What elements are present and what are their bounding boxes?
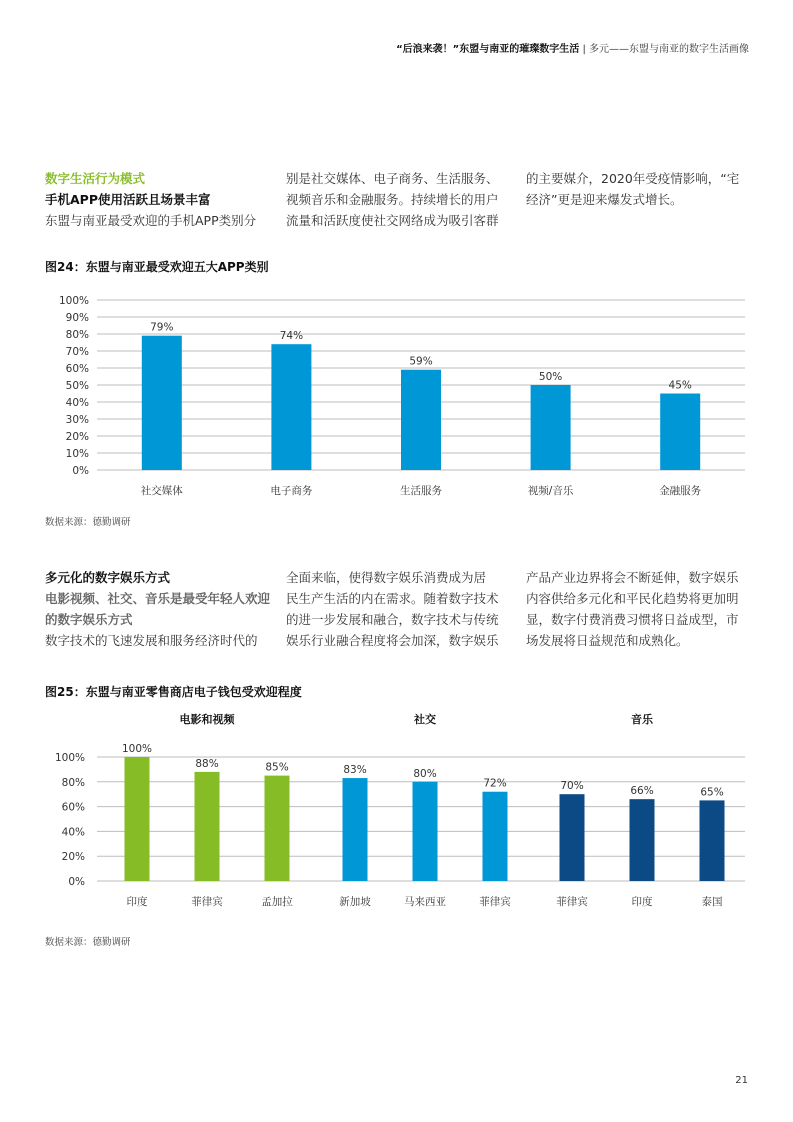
y-tick-label: 0% [68, 876, 85, 888]
y-tick-label: 60% [65, 363, 89, 375]
y-tick-label: 30% [65, 414, 89, 426]
group-label: 社交 [414, 713, 436, 726]
y-tick-label: 80% [61, 776, 85, 789]
section1-col2 [286, 168, 511, 231]
section2-col2-line: 全面来临，使得数字娱乐消费成为居 [286, 570, 487, 585]
header-subtitle: 多元——东盟与南亚的数字生活画像 [589, 44, 749, 55]
section1-col2-line: 别是社交媒体、电子商务、生活服务、 [286, 171, 499, 186]
x-tick-label: 马来西亚 [404, 896, 446, 908]
bar [630, 799, 655, 881]
data-label: 59% [409, 355, 433, 368]
x-tick-label: 金融服务 [659, 485, 702, 497]
y-tick-label: 100% [54, 752, 85, 764]
bar [401, 370, 441, 470]
bar [142, 336, 182, 470]
section2-col3-line: 产品产业边界将会不断延伸，数字娱乐 [526, 570, 739, 585]
y-tick-label: 20% [65, 431, 89, 443]
x-tick-label: 印度 [126, 896, 148, 908]
data-label: 66% [630, 785, 654, 798]
section1-col2-line: 视频音乐和金融服务。持续增长的用户 [286, 192, 499, 207]
data-label: 83% [343, 764, 367, 777]
y-tick-label: 70% [65, 346, 89, 358]
y-tick-label: 60% [61, 801, 85, 814]
section2-col1-text: 数字技术的飞速发展和服务经济时代的 [45, 633, 258, 648]
y-tick-label: 100% [58, 295, 89, 307]
figure25-title: 图25：东盟与南亚零售商店电子钱包受欢迎程度 [45, 685, 302, 699]
data-label: 65% [700, 786, 724, 799]
y-tick-label: 90% [65, 312, 89, 324]
bar [483, 792, 508, 881]
header-title: “后浪来袭！”东盟与南亚的璀璨数字生活 [396, 44, 580, 55]
section2-col2-line: 民生产生活的内在需求。随着数字技术 [286, 591, 499, 606]
section2-col2-line: 的进一步发展和融合，数字技术与传统 [286, 612, 499, 627]
group-label: 音乐 [631, 713, 653, 726]
group-label: 电影和视频 [179, 713, 235, 726]
page-header [396, 40, 749, 55]
section1-subheading: 手机APP使用活跃且场景丰富 [45, 192, 211, 207]
x-tick-label: 电子商务 [270, 485, 313, 497]
bar [265, 776, 290, 881]
data-label: 79% [150, 321, 174, 334]
section2-subheading-line: 的数字娱乐方式 [45, 612, 133, 627]
figure25-chart [45, 708, 755, 913]
section1-col1 [45, 168, 270, 231]
section2-col3 [526, 567, 751, 651]
figure24-title: 图24：东盟与南亚最受欢迎五大APP类别 [45, 260, 269, 274]
bar [195, 772, 220, 881]
x-tick-label: 印度 [631, 896, 653, 908]
y-tick-label: 40% [61, 826, 85, 839]
section1-col2-line: 流量和活跃度使社交网络成为吸引客群 [286, 213, 499, 228]
data-label: 72% [483, 777, 507, 790]
section2-col2-line: 娱乐行业融合程度将会加深，数字娱乐 [286, 633, 499, 648]
page-number: 21 [735, 1075, 748, 1086]
figure24-chart [45, 290, 755, 505]
figure25-source: 数据来源：德勤调研 [45, 937, 131, 948]
section1-col3-line: 经济”更是迎来爆发式增长。 [526, 192, 683, 207]
y-tick-label: 80% [65, 329, 89, 341]
bar [343, 778, 368, 881]
data-label: 45% [668, 379, 692, 392]
data-label: 88% [195, 757, 219, 770]
bar [271, 344, 311, 470]
section2-col3-line: 显，数字付费消费习惯将日益成型，市 [526, 612, 739, 627]
data-label: 74% [279, 330, 304, 343]
data-label: 85% [265, 761, 289, 774]
bar [413, 782, 438, 881]
section2-col2 [286, 567, 511, 651]
section2-heading: 多元化的数字娱乐方式 [45, 570, 171, 585]
section1-col3-line: 的主要媒介，2020年受疫情影响，“宅 [526, 171, 740, 186]
figure24-source: 数据来源：德勤调研 [45, 517, 131, 528]
x-tick-label: 孟加拉 [261, 896, 293, 908]
bar [560, 794, 585, 881]
x-tick-label: 生活服务 [400, 485, 442, 497]
x-tick-label: 菲律宾 [479, 896, 511, 908]
section1-heading: 数字生活行为模式 [45, 171, 146, 186]
x-tick-label: 菲律宾 [556, 896, 588, 908]
y-tick-label: 50% [65, 380, 89, 392]
section2-col3-line: 内容供给多元化和平民化趋势将更加明 [526, 591, 739, 606]
y-tick-label: 20% [61, 851, 85, 864]
x-tick-label: 新加坡 [339, 896, 371, 908]
y-tick-label: 0% [72, 465, 89, 477]
y-tick-label: 10% [65, 448, 89, 460]
bar [700, 800, 725, 881]
section1-col1-text: 东盟与南亚最受欢迎的手机APP类别分 [45, 213, 257, 228]
data-label: 50% [538, 371, 563, 383]
x-tick-label: 视频/音乐 [527, 485, 574, 497]
header-separator: | [579, 44, 589, 55]
bar [125, 757, 150, 881]
section2-col1 [45, 567, 273, 651]
data-label: 100% [121, 743, 153, 755]
data-label: 70% [560, 780, 584, 793]
bar [660, 394, 700, 471]
y-tick-label: 40% [65, 397, 89, 409]
bar [531, 385, 571, 470]
section2-subheading-line: 电影视频、社交、音乐是最受年轻人欢迎 [45, 591, 271, 606]
x-tick-label: 泰国 [701, 896, 723, 908]
x-tick-label: 社交媒体 [140, 485, 183, 497]
section2-col3-line: 场发展将日益规范和成熟化。 [526, 633, 689, 648]
x-tick-label: 菲律宾 [191, 896, 223, 908]
data-label: 80% [413, 767, 437, 780]
section1-col3 [526, 168, 751, 210]
